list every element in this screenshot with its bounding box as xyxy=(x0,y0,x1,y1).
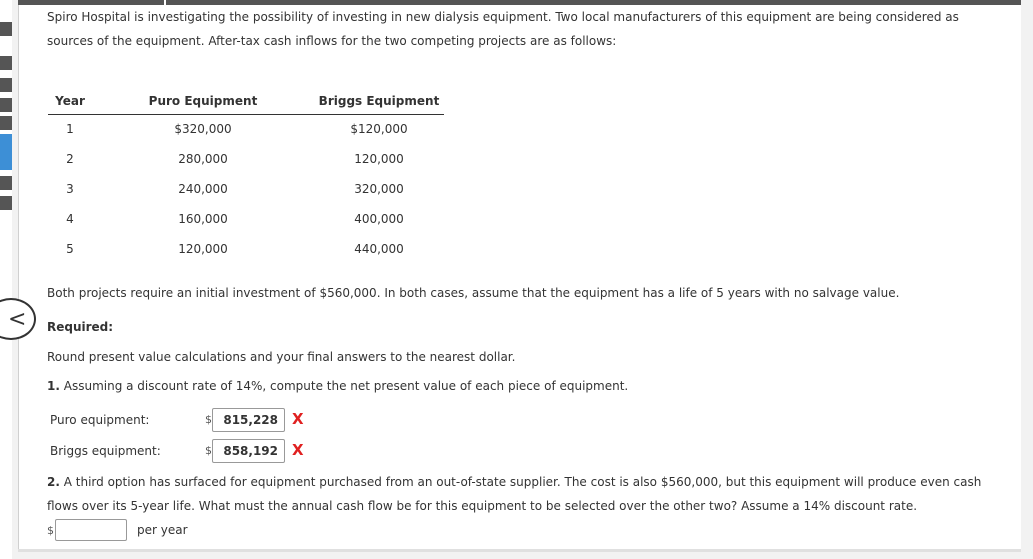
dollar-sign: $ xyxy=(47,524,54,537)
cell-year: 3 xyxy=(66,182,74,196)
cell-puro: 120,000 xyxy=(178,242,228,256)
cell-year: 2 xyxy=(66,152,74,166)
intro-line-1: Spiro Hospital is investigating the possibility of investing in new dialysis equipment. Two local manufacturers of this equipment are being considered as xyxy=(47,10,959,24)
table-row xyxy=(48,234,444,264)
rail-tab[interactable] xyxy=(0,22,12,36)
rounding-note: Round present value calculations and your final answers to the nearest dollar. xyxy=(47,350,516,364)
left-rail xyxy=(0,0,12,559)
per-year-label: per year xyxy=(137,523,188,537)
cell-briggs: 440,000 xyxy=(354,242,404,256)
cell-puro: 160,000 xyxy=(178,212,228,226)
puro-npv-input[interactable]: 815,228 xyxy=(212,408,285,432)
cell-briggs: 120,000 xyxy=(354,152,404,166)
table-row xyxy=(48,204,444,234)
cash-flow-table xyxy=(48,88,444,264)
col-header-year: Year xyxy=(55,93,85,108)
col-header-puro: Puro Equipment xyxy=(148,93,258,108)
intro-line-2: sources of the equipment. After-tax cash inflows for the two competing projects are as follows: xyxy=(47,34,617,48)
dollar-sign: $ xyxy=(205,413,212,426)
cell-year: 1 xyxy=(66,122,74,137)
annual-cash-flow-input[interactable] xyxy=(55,519,127,541)
question-2-prompt: A third option has surfaced for equipment purchased from an out-of-state supplier. The cost is also $560,000, but this equipment will produce even cash xyxy=(63,475,982,489)
rail-tab[interactable] xyxy=(0,56,12,70)
cell-puro: 280,000 xyxy=(178,152,228,166)
cell-briggs: 320,000 xyxy=(354,182,404,196)
required-heading: Required: xyxy=(47,320,114,334)
puro-label: Puro equipment: xyxy=(50,413,150,427)
cell-year: 5 xyxy=(66,242,74,256)
cell-puro: 240,000 xyxy=(178,182,228,196)
question-2-number: 2. xyxy=(47,475,60,489)
investment-note: Both projects require an initial investment of $560,000. In both cases, assume that the equipment has a life of 5 years with no salvage value. xyxy=(47,286,900,300)
briggs-label: Briggs equipment: xyxy=(50,444,161,458)
rail-tab[interactable] xyxy=(0,196,12,210)
question-2-line-1 xyxy=(47,470,981,494)
bottom-border xyxy=(18,549,1021,552)
rail-tab[interactable] xyxy=(0,78,12,92)
cell-year: 4 xyxy=(66,212,74,226)
question-2-line-2: flows over its 5-year life. What must the annual cash flow be for this equipment to be selected over the other two? Assume a 14% discount rate. xyxy=(47,499,918,513)
briggs-npv-input[interactable]: 858,192 xyxy=(212,439,285,463)
chevron-left-icon: < xyxy=(8,306,27,332)
incorrect-icon: X xyxy=(292,410,304,428)
cell-briggs: $120,000 xyxy=(350,122,408,137)
rail-tab-active[interactable] xyxy=(0,134,12,152)
table-header-row xyxy=(48,88,444,114)
table-row xyxy=(48,174,444,204)
question-1-text xyxy=(47,374,628,398)
rail-tab[interactable] xyxy=(0,98,12,112)
rail-tab-active[interactable] xyxy=(0,152,12,170)
cell-briggs: 400,000 xyxy=(354,212,404,226)
rail-tab[interactable] xyxy=(0,176,12,190)
incorrect-icon: X xyxy=(292,441,304,459)
question-1-prompt: Assuming a discount rate of 14%, compute the net present value of each piece of equipment. xyxy=(63,379,629,393)
cell-puro: $320,000 xyxy=(174,122,232,137)
col-header-briggs: Briggs Equipment xyxy=(318,93,440,108)
rail-tab[interactable] xyxy=(0,116,12,130)
table-row xyxy=(48,114,444,144)
question-1-number: 1. xyxy=(47,379,60,393)
table-row xyxy=(48,144,444,174)
dollar-sign: $ xyxy=(205,444,212,457)
